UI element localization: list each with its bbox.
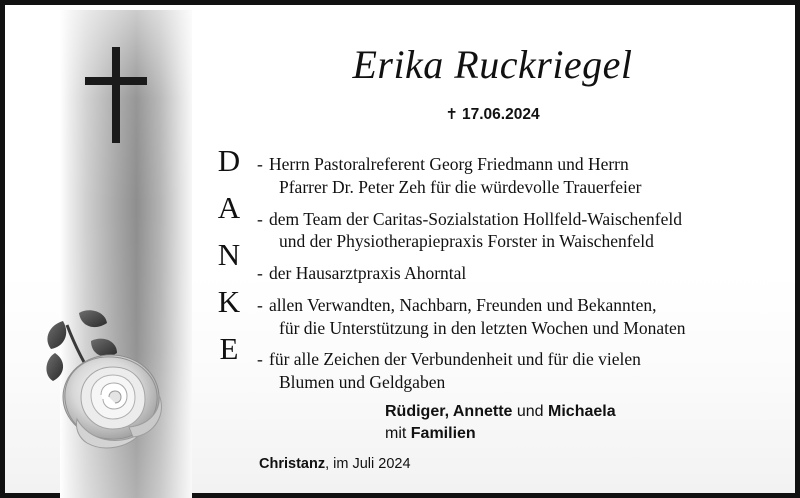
acrostic-letter: K: [217, 284, 241, 319]
cross-vertical-bar: [112, 47, 120, 143]
list-line-2: Pfarrer Dr. Peter Zeh für die würdevolle Trauerfeier: [279, 176, 642, 197]
acrostic-danke: [205, 145, 253, 380]
signature-family-word: Familien: [410, 424, 476, 442]
latin-cross-icon: [85, 47, 147, 143]
list-line-1: Herrn Pastoralreferent Georg Friedmann und Herrn: [269, 154, 629, 174]
list-text: [269, 348, 762, 394]
acrostic-letter: N: [217, 237, 241, 272]
signature-family-prefix: mit: [385, 424, 407, 442]
list-text: [269, 294, 762, 340]
list-dash: -: [257, 263, 263, 283]
list-line-1: für alle Zeichen der Verbundenheit und für die vielen: [269, 349, 641, 370]
list-dash: -: [257, 208, 263, 229]
list-text: [269, 208, 762, 254]
acrostic-letter: E: [219, 331, 239, 366]
list-text: [269, 153, 762, 199]
death-date-line: [205, 105, 780, 124]
signature-name-2: Michaela: [548, 403, 616, 420]
acrostic-letter: A: [217, 190, 241, 225]
signature-name-1: Rüdiger, Annette: [385, 403, 513, 420]
page-title: Erika Ruckriegel: [352, 42, 633, 87]
list-item: [257, 348, 762, 394]
list-dash: -: [257, 349, 263, 370]
death-date: 17.06.2024: [462, 106, 540, 123]
death-cross-icon: ✝: [445, 105, 458, 123]
list-item: [257, 153, 762, 199]
acrostic-letter: D: [217, 143, 241, 178]
list-line-2: und der Physiotherapiepraxis Forster in Waischenfeld: [279, 231, 654, 252]
signature-block: [385, 401, 775, 444]
list-dash: -: [257, 294, 263, 315]
list-item: [257, 294, 762, 340]
list-dash: -: [257, 154, 263, 174]
list-line-2: für die Unterstützung in den letzten Wochen und Monaten: [279, 317, 686, 338]
list-line-1: allen Verwandten, Nachbarn, Freunden und Bekannten,: [269, 294, 657, 315]
signature-conjunction: und: [516, 403, 544, 420]
rose-flower-icon: [33, 301, 203, 471]
list-text: [269, 262, 762, 285]
signature-names: [385, 401, 775, 423]
list-item: [257, 262, 762, 285]
list-line-1: dem Team der Caritas-Sozialstation Hollfeld-Waischenfeld: [269, 208, 683, 229]
place-date-footer: [259, 456, 411, 472]
thanks-list: [257, 153, 762, 403]
place-date: , im Juli 2024: [325, 456, 411, 472]
list-line-2: Blumen und Geldgaben: [279, 372, 446, 392]
list-item: [257, 208, 762, 254]
list-line-1: der Hausarztpraxis Ahorntal: [269, 263, 467, 283]
cross-horizontal-bar: [85, 77, 147, 85]
signature-family: [385, 423, 775, 445]
place-name: Christanz: [259, 456, 326, 472]
